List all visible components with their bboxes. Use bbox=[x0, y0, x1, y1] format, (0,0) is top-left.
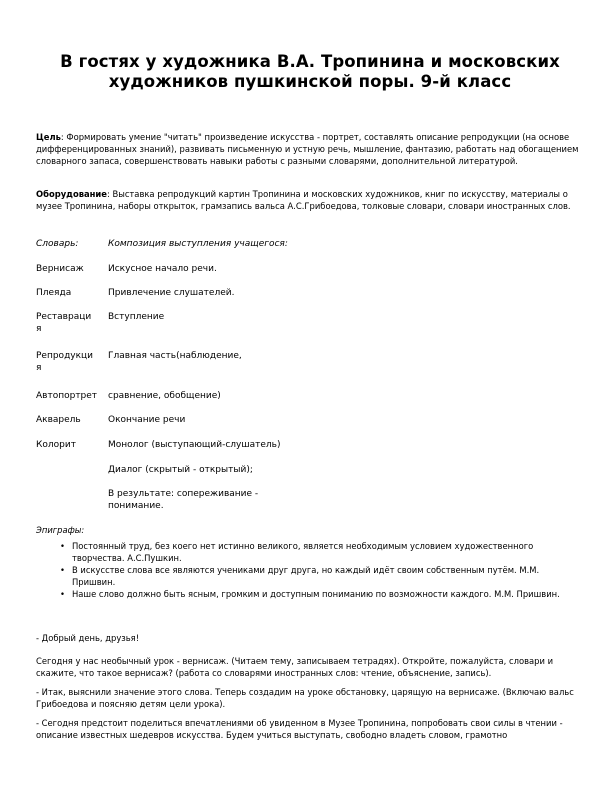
vocab-word: Реставраци я bbox=[36, 312, 92, 334]
vocab-word: Вернисаж bbox=[36, 264, 84, 274]
vocab-item: Искусное начало речи. bbox=[108, 264, 217, 274]
vocab-word: Акварель bbox=[36, 415, 81, 425]
equipment-paragraph bbox=[36, 188, 582, 212]
title-line-2: художников пушкинской поры. 9-й класс bbox=[108, 72, 512, 91]
vocab-item: Привлечение слушателей. bbox=[108, 288, 235, 298]
vocab-header-right: Композиция выступления учащегося: bbox=[108, 239, 288, 249]
body-paragraph: - Итак, выяснили значение этого слова. Теперь создадим на уроке обстановку, царящую на вернисаже. (Включаю вальс Грибоедова и поясняю детям цели урока). bbox=[36, 687, 574, 709]
vocab-item: Монолог (выступающий-слушатель) bbox=[108, 440, 281, 450]
vocab-item: Диалог (скрытый - открытый); bbox=[108, 465, 253, 475]
vocab-word: Плеяда bbox=[36, 288, 72, 298]
list-item: • Постоянный труд, без коего нет истинно великого, является необходимым условием художественного творчества. А.С.Пушкин. bbox=[60, 541, 534, 563]
body-paragraph: - Добрый день, друзья! bbox=[36, 633, 140, 643]
vocab-item: Главная часть(наблюдение, bbox=[108, 351, 242, 361]
vocab-word: Колорит bbox=[36, 440, 76, 450]
list-item: • В искусстве слова все являются учениками друг друга, но каждый идёт своим собственным путём. М.М. Пришвин. bbox=[60, 565, 540, 587]
vocab-word: Репродукци я bbox=[36, 351, 94, 373]
vocab-item: Вступление bbox=[108, 312, 165, 322]
list-item: • Наше слово должно быть ясным, громким и доступным пониманию по возможности каждого. М.М. Пришвин. bbox=[60, 589, 560, 599]
equipment-text: : Выставка репродукций картин Тропинина и московских художников, книг по искусству, материалы о музее Тропинина, наборы открыток, грамзапись вальса А.С.Грибоедова, толковые словари, словари иностранных слов. bbox=[36, 189, 571, 211]
epigraphs-label: Эпиграфы: bbox=[36, 525, 85, 535]
body-paragraph: Сегодня у нас необычный урок - вернисаж. (Читаем тему, записываем тетрадях). Откройте, пожалуйста, словари и скажите, что такое вернисаж? (работа со словарями иностранных слов: чтение, объяснение, запись). bbox=[36, 656, 554, 678]
vocab-item: сравнение, обобщение) bbox=[108, 391, 221, 401]
vocab-word: Автопортрет bbox=[36, 391, 98, 401]
body-paragraph: - Сегодня предстоит поделиться впечатлениями об увиденном в Музее Тропинина, попробовать свои силы в чтении - описание известных шедевров искусства. Будем учиться выступать, свободно владеть словом, грамотно bbox=[36, 718, 563, 740]
title-line-1: В гостях у художника В.А. Тропинина и московских bbox=[60, 52, 560, 71]
goal-text: : Формировать умение "читать" произведение искусства - портрет, составлять описание репродукции (на основе дифференцированных знаний), развивать письменную и устную речь, мышление, фантазию, работать над обогащением словарного запаса, совершенствовать навыки работы с разными словарями, дополнительной литературой. bbox=[36, 132, 579, 166]
vocab-item: Окончание речи bbox=[108, 415, 186, 425]
page-title bbox=[40, 52, 580, 92]
goal-paragraph bbox=[36, 131, 582, 167]
equipment-label: Оборудование bbox=[36, 189, 107, 199]
goal-label: Цель bbox=[36, 132, 61, 142]
vocab-header-left: Словарь: bbox=[36, 239, 79, 249]
epigraph-list bbox=[36, 540, 582, 600]
vocab-item: В результате: сопереживание - понимание. bbox=[108, 489, 259, 511]
